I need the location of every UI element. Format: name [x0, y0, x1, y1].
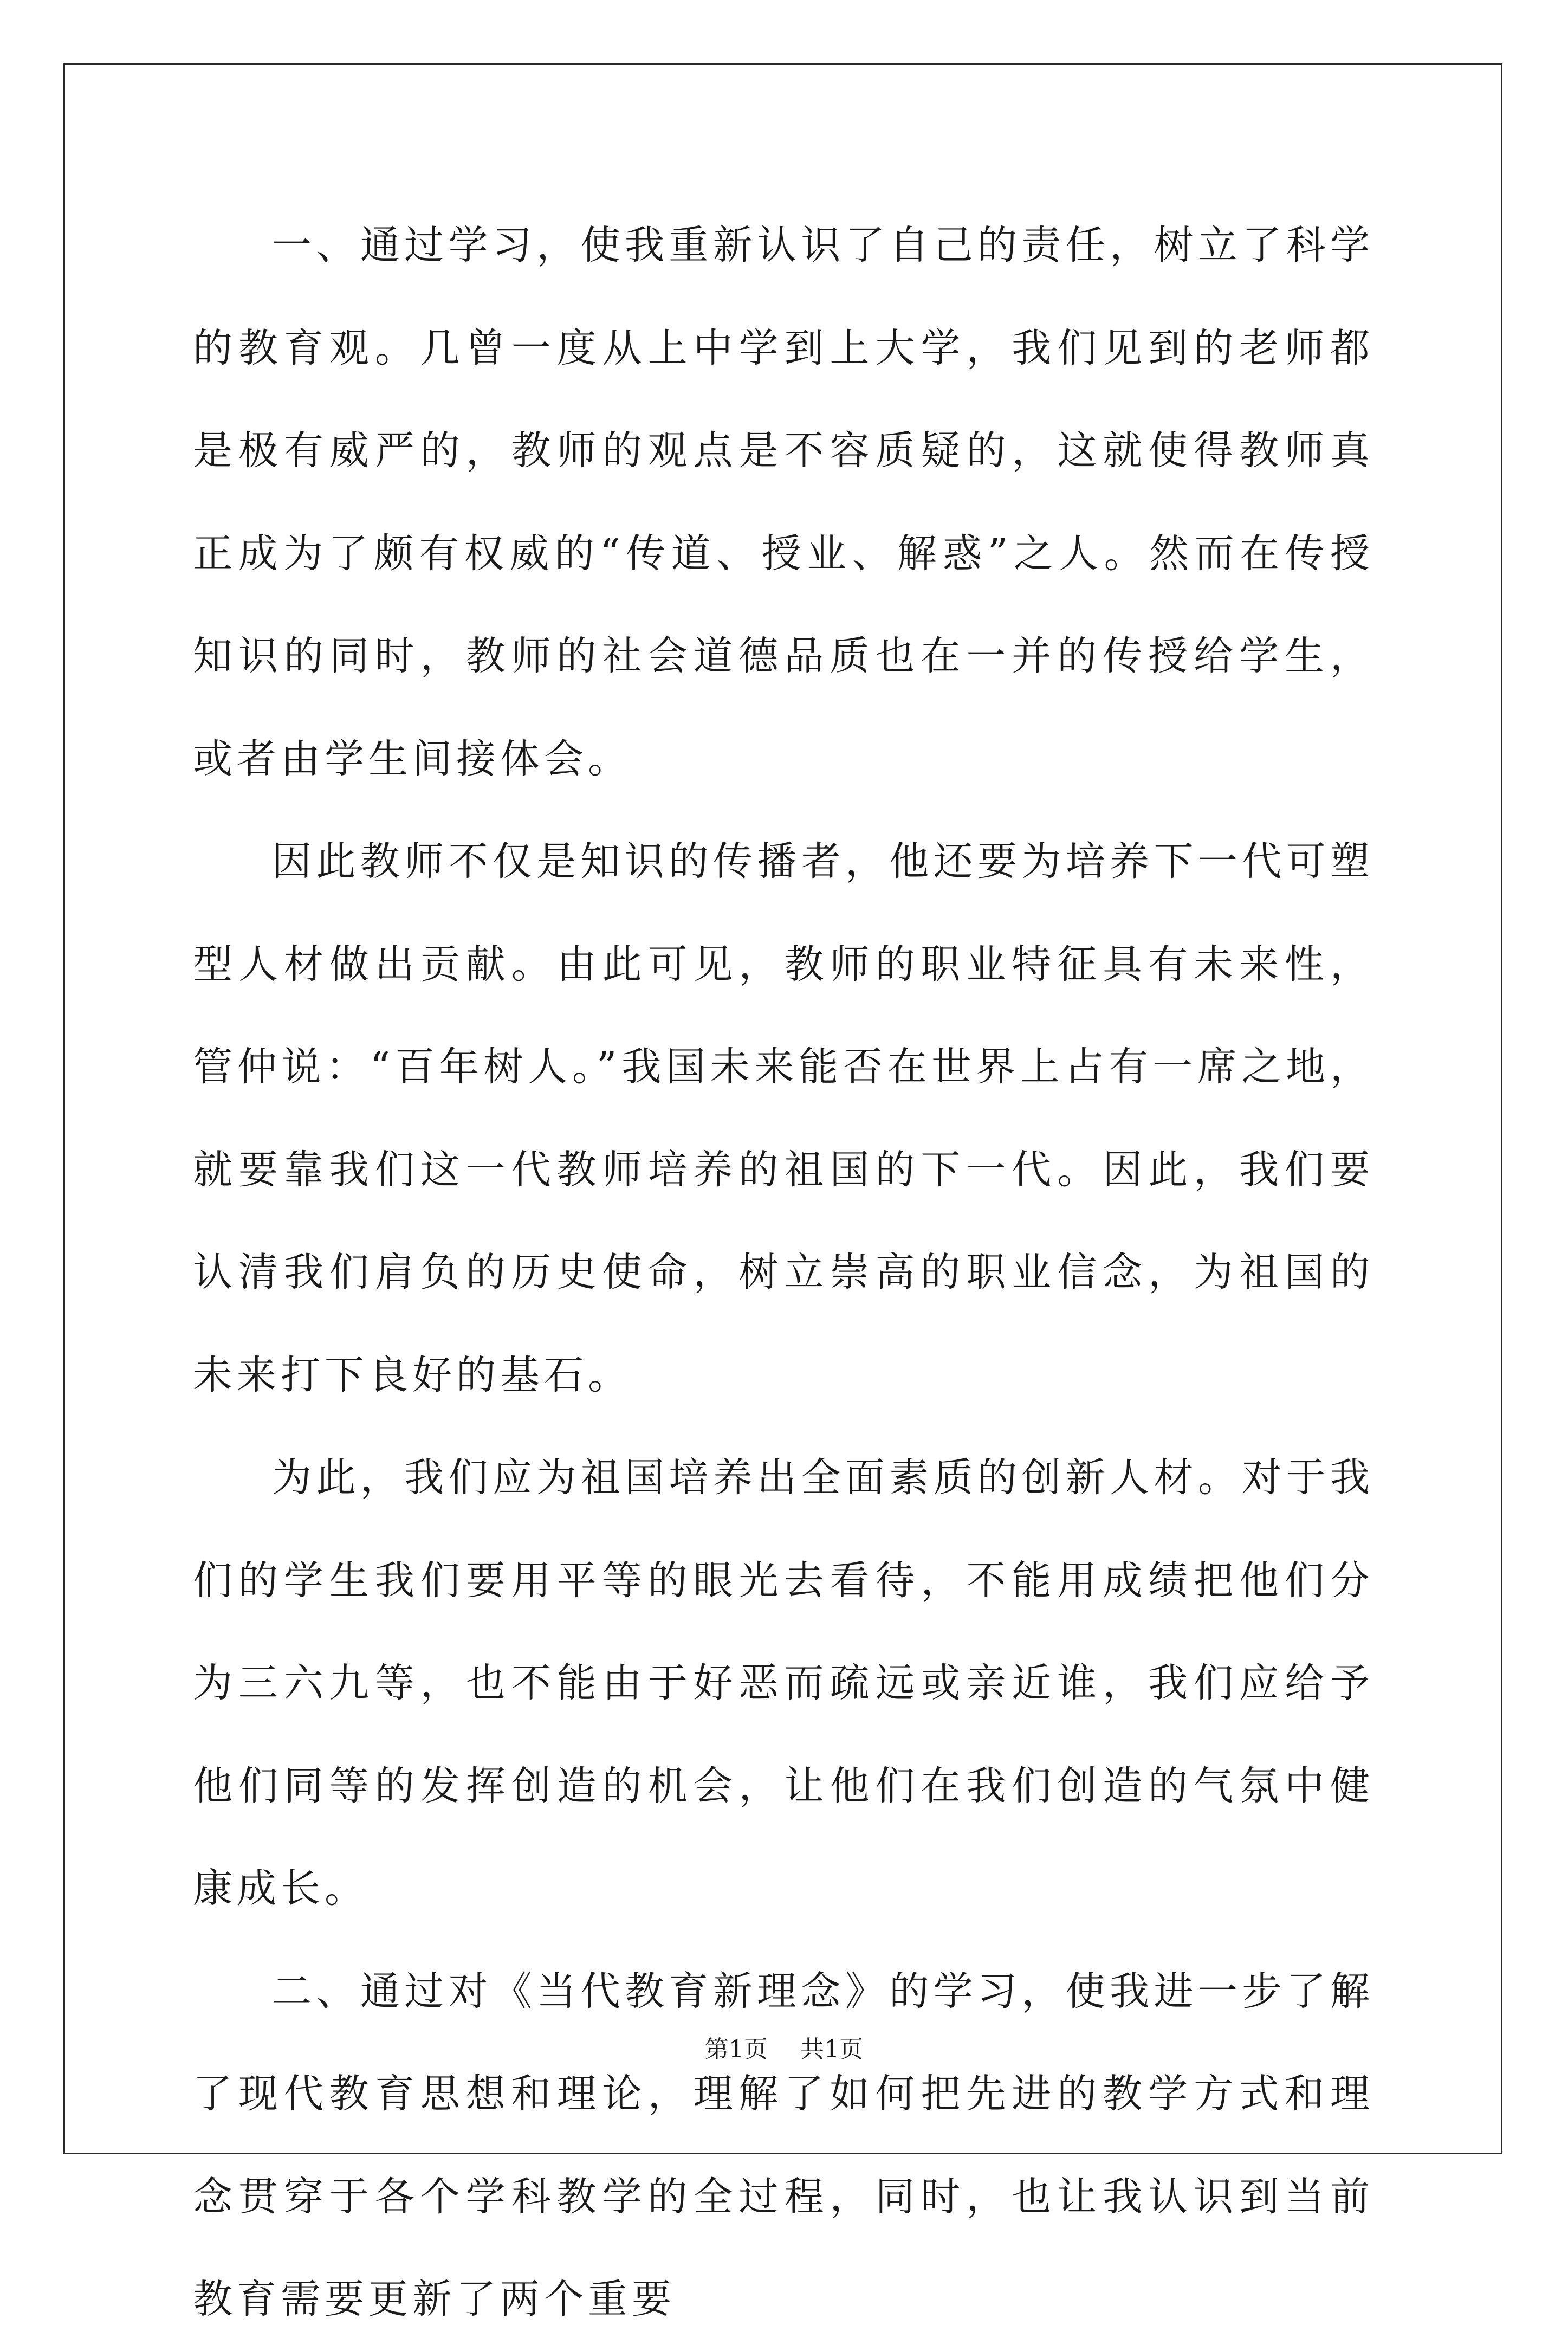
- paragraph-2: 因此教师不仅是知识的传播者，他还要为培养下一代可塑型人材做出贡献。由此可见，教师的职业特征具有未来性，管仲说：“百年树人。”我国未来能否在世界上占有一席之地，就要靠我们这一代教师培养的祖国的下一代。因此，我们要认清我们肩负的历史使命，树立崇高的职业信念，为祖国的未来打下良好的基石。: [193, 838, 1374, 1398]
- page-footer: [0, 2033, 1568, 2066]
- page-number-current: 第1页: [705, 2036, 768, 2063]
- document-body: [193, 194, 1374, 2351]
- paragraph-1: 一、通过学习，使我重新认识了自己的责任，树立了科学的教育观。几曾一度从上中学到上大学，我们见到的老师都是极有威严的，教师的观点是不容质疑的，这就使得教师真正成为了颇有权威的“传道、授业、解惑”之人。然而在传授知识的同时，教师的社会道德品质也在一并的传授给学生，或者由学生间接体会。: [193, 222, 1374, 782]
- paragraph-3: 为此，我们应为祖国培养出全面素质的创新人材。对于我们的学生我们要用平等的眼光去看待，不能用成绩把他们分为三六九等，也不能由于好恶而疏远或亲近谁，我们应给予他们同等的发挥创造的机会，让他们在我们创造的气氛中健康成长。: [193, 1455, 1374, 1911]
- page-number-total: 共1页: [800, 2036, 863, 2063]
- paragraph-4: 二、通过对《当代教育新理念》的学习，使我进一步了解了现代教育思想和理论，理解了如何把先进的教学方式和理念贯穿于各个学科教学的全过程，同时，也让我认识到当前教育需要更新了两个重要: [193, 1968, 1374, 2322]
